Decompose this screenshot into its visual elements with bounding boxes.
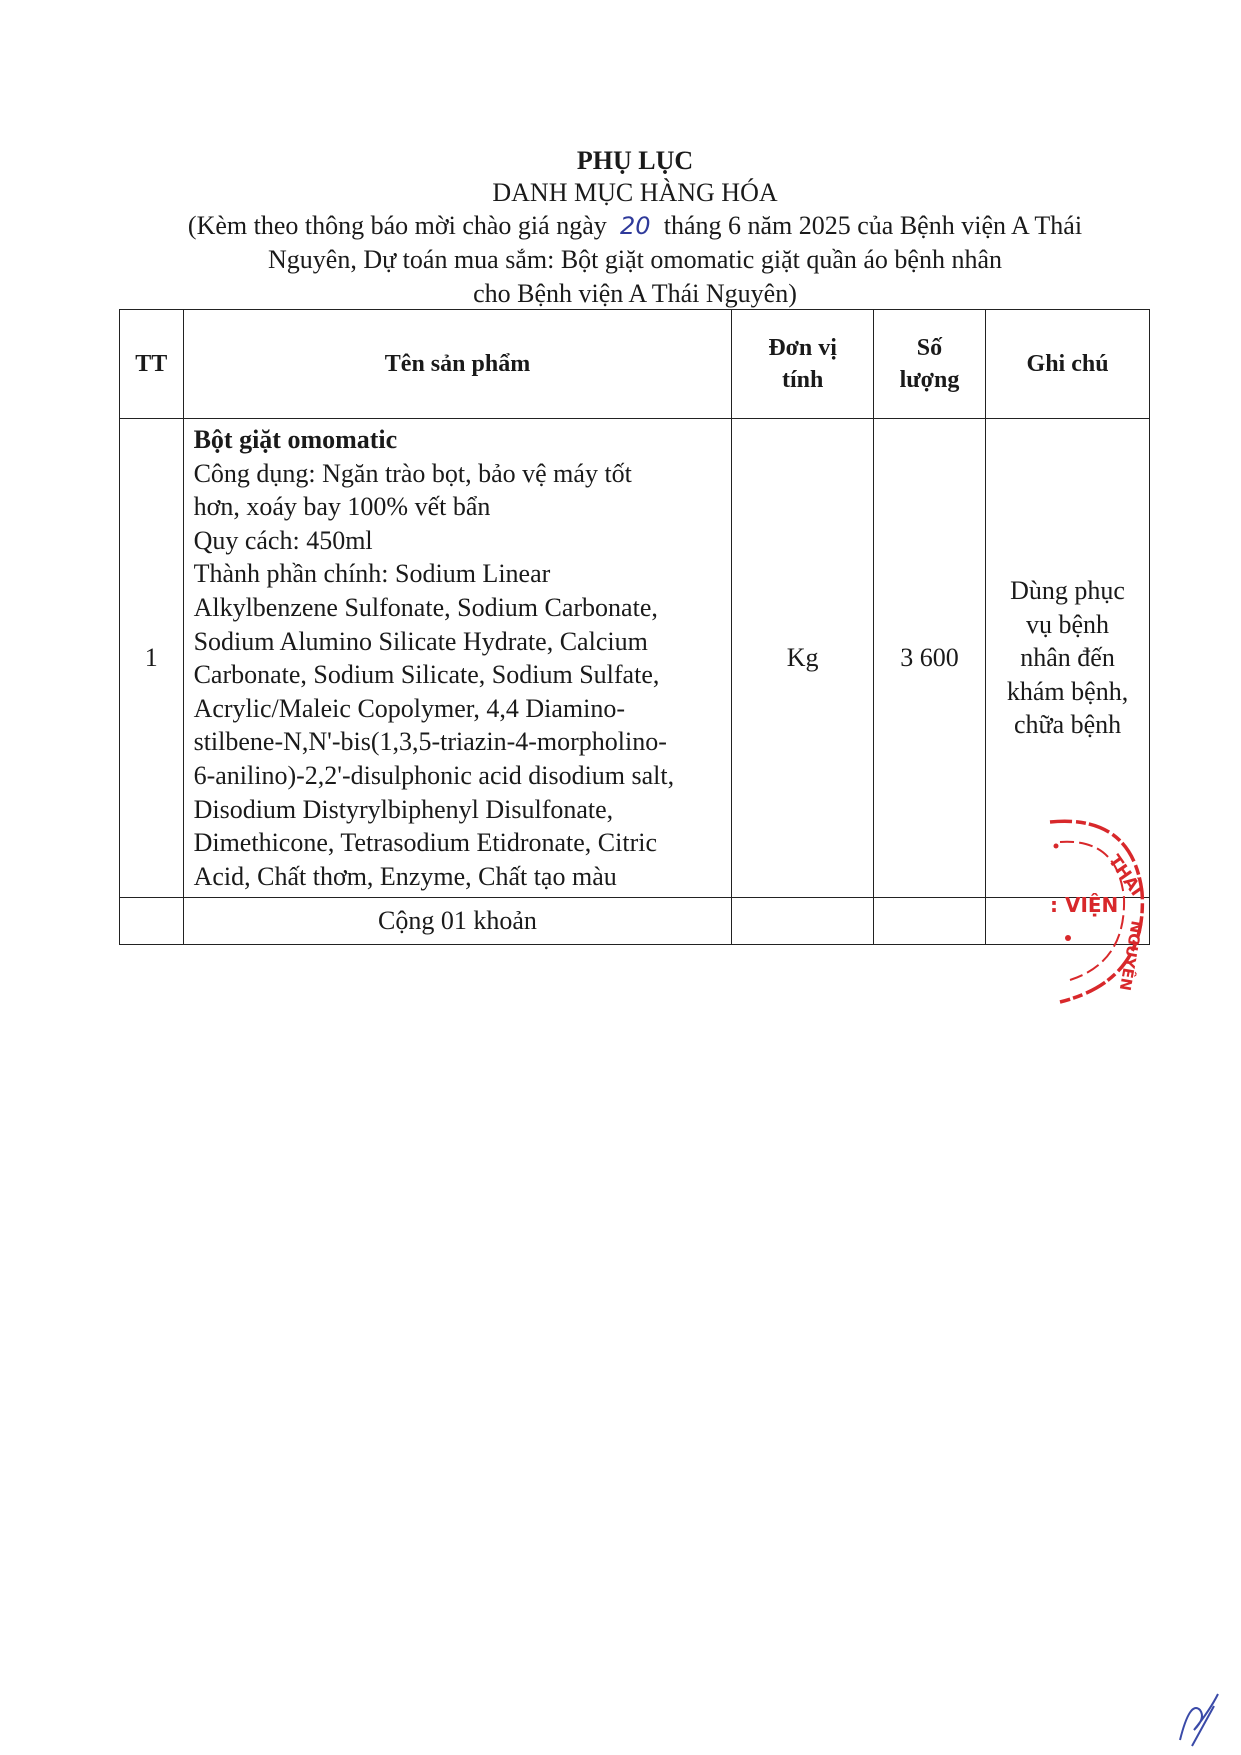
note-text-start: (Kèm theo thông báo mời chào giá ngày [187,211,607,240]
row-quantity: 3 600 [873,419,985,898]
note-text-end: tháng 6 năm 2025 của Bệnh viện A Thái [663,211,1083,240]
goods-list-title: DANH MỤC HÀNG HÓA [492,178,778,207]
product-desc-line: stilbene-N,N'-bis(1,3,5-triazin-4-morpholino- [193,727,667,757]
document-header [120,146,1150,311]
header-unit [732,310,873,419]
product-desc-line: Công dụng: Ngăn trào bọt, bảo vệ máy tốt [193,458,632,488]
header-qty-line-1: Số [916,335,943,361]
handwritten-day: 20 [619,212,651,240]
attachment-note-line-2: Nguyên, Dự toán mua sắm: Bột giặt omomatic giặt quần áo bệnh nhân [268,245,1002,274]
total-unit-cell [732,898,873,945]
product-desc-line: Quy cách: 450ml [193,525,373,555]
header-unit-line-1: Đơn vị [768,335,837,361]
product-desc-line: Alkylbenzene Sulfonate, Sodium Carbonate, [193,592,658,622]
header-tt: TT [120,310,184,419]
total-label: Cộng 01 khoản [183,898,732,945]
product-title: Bột giặt omomatic [193,425,398,454]
seal-text-middle: : VIỆN [1050,893,1119,917]
product-desc-line: hơn, xoáy bay 100% vết bẩn [193,492,491,522]
goods-table [119,309,1150,945]
table-header-row [120,310,1150,419]
header-unit-line-2: tính [781,367,824,393]
note-line: khám bệnh, [1006,676,1129,706]
note-line: vụ bệnh [1026,609,1110,639]
signature-icon [1170,1680,1230,1752]
total-row [120,898,1150,945]
note-line: Dùng phục [1010,576,1125,606]
note-line: chữa bệnh [1013,710,1122,740]
header-quantity [873,310,985,419]
header-note: Ghi chú [986,310,1150,419]
seal-text-side: NGUYÊN [1115,919,1146,993]
row-tt: 1 [120,419,184,898]
hospital-seal-icon [1020,812,1170,1012]
header-qty-line-2: lượng [899,367,960,393]
product-desc-line: Acid, Chất thơm, Enzyme, Chất tạo màu [193,861,617,891]
product-desc-line: Sodium Alumino Silicate Hydrate, Calcium [193,626,648,656]
appendix-title: PHỤ LỤC [576,146,694,175]
row-product-name [183,419,732,898]
product-desc-line: Carbonate, Sodium Silicate, Sodium Sulfate, [193,660,660,690]
row-unit: Kg [732,419,873,898]
product-desc-line: 6-anilino)-2,2'-disulphonic acid disodium salt, [193,760,675,790]
header-product-name: Tên sản phẩm [183,310,732,419]
attachment-note-line-3: cho Bệnh viện A Thái Nguyên) [473,279,797,308]
product-desc-line: Thành phần chính: Sodium Linear [193,559,551,589]
total-tt-cell [120,898,184,945]
attachment-note-line-1 [120,209,1150,243]
table-row [120,419,1150,898]
product-desc-line: Acrylic/Maleic Copolymer, 4,4 Diamino- [193,693,626,723]
product-desc-line: Disodium Distyrylbiphenyl Disulfonate, [193,794,614,824]
product-desc-line: Dimethicone, Tetrasodium Etidronate, Citric [193,828,657,858]
seal-text-top: THÁI [1103,851,1147,900]
total-qty-cell [873,898,985,945]
note-line: nhân đến [1020,643,1115,673]
